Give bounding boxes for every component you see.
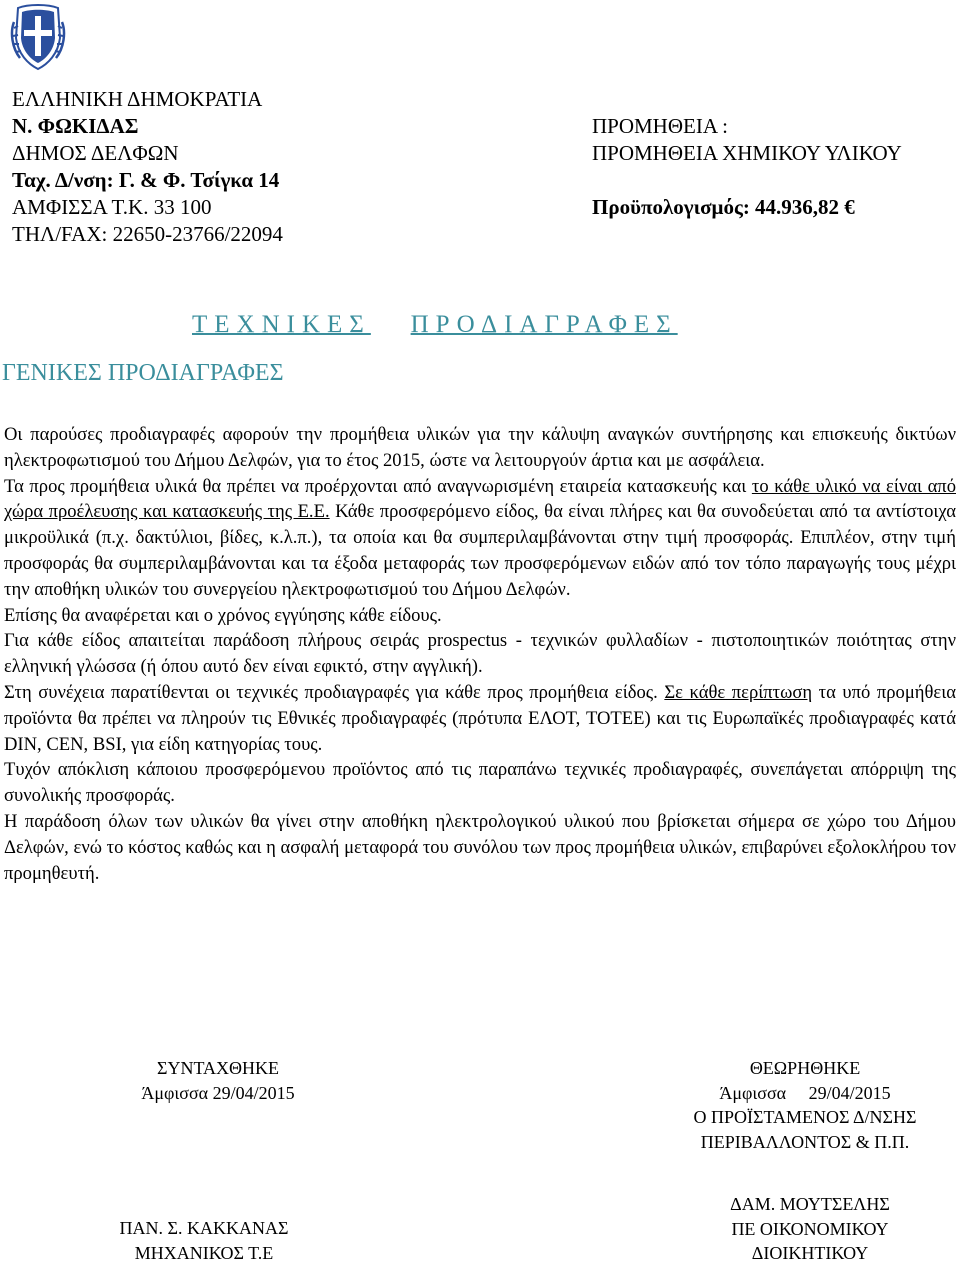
- paragraph-origin: [4, 474, 956, 603]
- procurement-subject: ΠΡΟΜΗΘΕΙΑ ΧΗΜΙΚΟΥ ΥΛΙΚΟΥ: [592, 141, 902, 165]
- signature-left: [88, 1056, 348, 1105]
- signature-right-role-2: ΔΙΟΙΚΗΤΙΚΟΥ: [751, 1243, 869, 1263]
- signature-left-name: ΠΑΝ. Σ. ΚΑΚΚΑΝΑΣ: [119, 1218, 289, 1238]
- signature-right-role-1: ΠΕ ΟΙΚΟΝΟΜΙΚΟΥ: [731, 1218, 889, 1239]
- paragraph-standards: [4, 680, 956, 757]
- document-title: [192, 311, 678, 339]
- paragraph-delivery: Η παράδοση όλων των υλικών θα γίνει στην αποθήκη ηλεκτρολογικού υλικού που βρίσκεται σήμερα σε χώρο του Δήμου Δελφών, ενώ το κόστος καθώς και η ασφαλή μεταφορά του συνόλου των προς προμήθεια υλικών, επιβαρύνει εξολοκλήρου τον προμηθευτή.: [4, 810, 956, 884]
- signature-right-name-block: [685, 1192, 935, 1266]
- paragraph-origin-text-1: Τα προς προμήθεια υλικά θα πρέπει να προέρχονται από αναγνωρισμένη εταιρεία κατασκευής και: [4, 475, 752, 497]
- paragraph-origin-text-2: Κάθε προσφερόμενο είδος, θα είναι πλήρες και θα συνοδεύεται από τα αντίστοιχα μικροϋλικά (π.χ. δακτύλιοι, βίδες, κ.λ.π.), τα οποία και θα συμπεριλαμβάνονται στην τιμή προσφοράς. Επιπλέον, στην τιμή προσφοράς θα συμπεριλαμβάνονται και τα έξοδα μεταφοράς των προσφερόμενων ειδών από τον τόπο παραγωγής τους μέχρι την αποθήκη υλικών του συνεργείου ηλεκτροφωτισμού του Δήμου Δελφών.: [4, 501, 956, 600]
- title-part-2: ΠΡΟΔΙΑΓΡΑΦΕΣ: [410, 311, 678, 338]
- issuer-address: Ταχ. Δ/νση: Γ. & Φ. Τσίγκα 14: [12, 168, 280, 192]
- signature-right: [665, 1056, 945, 1154]
- body-text: [4, 422, 956, 886]
- paragraph-origin-underlined: το κάθε υλικό να είναι από χώρα προέλευσης και κατασκευής της Ε.Ε.: [4, 475, 956, 523]
- signature-left-date: Άμφισσα 29/04/2015: [141, 1082, 295, 1103]
- issuer-country: ΕΛΛΗΝΙΚΗ ΔΗΜΟΚΡΑΤΙΑ: [12, 87, 263, 111]
- signature-right-title-1: Ο ΠΡΟΪΣΤΑΜΕΝΟΣ Δ/ΝΣΗΣ: [693, 1107, 917, 1127]
- procurement-block: [592, 113, 902, 221]
- paragraph-standards-text-1: Στη συνέχεια παρατίθενται οι τεχνικές προδιαγραφές για κάθε προς προμήθεια είδος.: [4, 681, 665, 703]
- paragraph-rejection: Τυχόν απόκλιση κάποιου προσφερόμενου προϊόντος από τις παραπάνω τεχνικές προδιαγραφές, συνεπάγεται απόρριψη της συνολικής προσφοράς.: [4, 759, 956, 807]
- signature-right-title-2: ΠΕΡΙΒΑΛΛΟΝΤΟΣ & Π.Π.: [700, 1131, 910, 1152]
- issuer-municipality: ΔΗΜΟΣ ΔΕΛΦΩΝ: [12, 141, 179, 165]
- issuer-block: [12, 86, 283, 248]
- paragraph-prospectus: Για κάθε είδος απαιτείται παράδοση πλήρους σειράς prospectus - τεχνικών φυλλαδίων - πιστοποιητικών ποιότητας στην ελληνική γλώσσα (ή όπου αυτό δεν είναι εφικτό, στην αγγλική).: [4, 630, 956, 678]
- procurement-label: ΠΡΟΜΗΘΕΙΑ :: [592, 114, 728, 138]
- procurement-spacer: [592, 167, 902, 194]
- signature-left-role: ΜΗΧΑΝΙΚΟΣ Τ.Ε: [134, 1242, 274, 1263]
- paragraph-standards-underlined: Σε κάθε περίπτωση: [664, 681, 813, 703]
- issuer-phone: ΤΗΛ/FAX: 22650-23766/22094: [12, 222, 283, 246]
- section-heading: ΓΕΝΙΚΕΣ ΠΡΟΔΙΑΓΡΑΦΕΣ: [2, 360, 284, 386]
- paragraph-standards-text-2: τα υπό προμήθεια προϊόντα θα πρέπει να πληρούν τις Εθνικές προδιαγραφές (πρότυπα ΕΛΟΤ, ΤΟΤΕΕ) και τις Ευρωπαϊκές προδιαγραφές κατά DIN, CEN, BSI, για είδη κατηγορίας τους.: [4, 681, 956, 755]
- issuer-city: ΑΜΦΙΣΣΑ Τ.Κ. 33 100: [12, 195, 212, 219]
- signature-right-label: ΘΕΩΡΗΘΗΚΕ: [749, 1058, 861, 1078]
- paragraph-scope: Οι παρούσες προδιαγραφές αφορούν την προμήθεια υλικών για την κάλυψη αναγκών συντήρησης και επισκευής δικτύων ηλεκτροφωτισμού του Δήμου Δελφών, για το έτος 2015, ώστε να λειτουργούν άρτια και με ασφάλεια.: [4, 424, 956, 471]
- signature-right-date: Άμφισσα 29/04/2015: [719, 1082, 891, 1103]
- greek-coat-of-arms-icon: [10, 2, 66, 72]
- title-part-1: ΤΕΧΝΙΚΕΣ: [192, 311, 371, 338]
- procurement-budget: Προϋπολογισμός: 44.936,82 €: [592, 195, 855, 219]
- signature-left-label: ΣΥΝΤΑΧΘΗΚΕ: [156, 1058, 280, 1078]
- paragraph-warranty: Επίσης θα αναφέρεται και ο χρόνος εγγύησης κάθε είδους.: [4, 604, 442, 626]
- issuer-prefecture: Ν. ΦΩΚΙΔΑΣ: [12, 114, 139, 138]
- signature-right-name: ΔΑΜ. ΜΟΥΤΣΕΛΗΣ: [730, 1194, 890, 1214]
- signature-left-name-block: [74, 1216, 334, 1265]
